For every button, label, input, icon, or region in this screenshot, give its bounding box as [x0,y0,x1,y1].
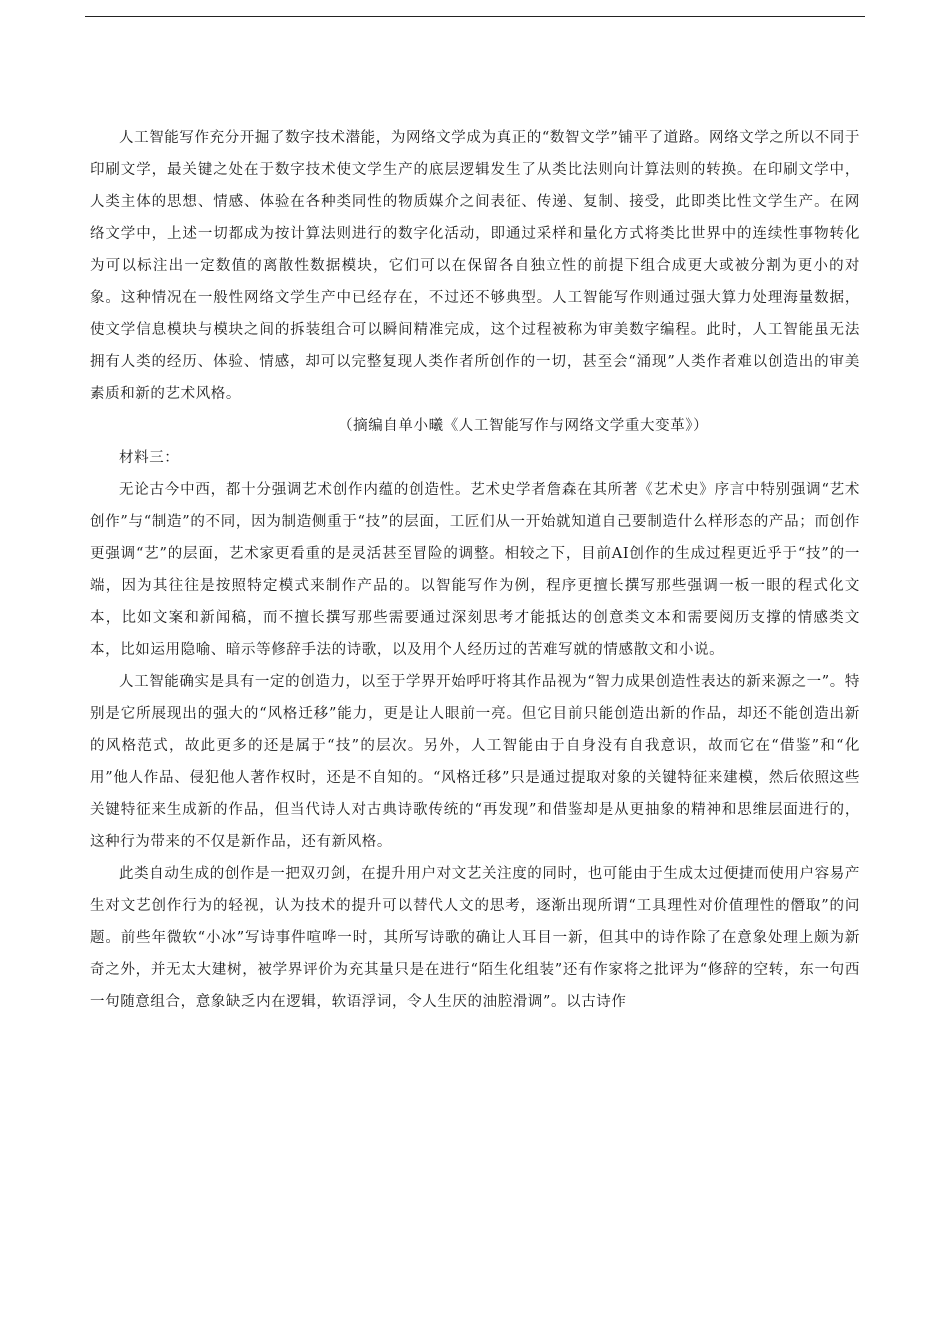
paragraph-creativity: 无论古今中西，都十分强调艺术创作内蕴的创造性。艺术史学者詹森在其所著《艺术史》序言中特别强调“艺术创作”与“制造”的不同，因为制造侧重于“技”的层面，工匠们从一开始就知道自己要制造什么样形态的产品；而创作更强调“艺”的层面，艺术家更看重的是灵活甚至冒险的调整。相较之下，目前AI创作的生成过程更近乎于“技”的一端，因为其往往是按照特定模式来制作产品的。以智能写作为例，程序更擅长撰写那些强调一板一眼的程式化文本，比如文案和新闻稿，而不擅长撰写那些需要通过深刻思考才能抵达的创意类文本和需要阅历支撑的情感类文本，比如运用隐喻、暗示等修辞手法的诗歌，以及用个人经历过的苦难写就的情感散文和小说。 [90,482,860,658]
source-citation: （摘编自单小曦《人工智能写作与网络文学重大变革》） [338,418,709,434]
paragraph-ai-writing: 人工智能写作充分开掘了数字技术潜能，为网络文学成为真正的“数智文学”铺平了道路。网络文学之所以不同于印刷文学，最关键之处在于数字技术使文学生产的底层逻辑发生了从类比法则向计算法则的转换。在印刷文学中，人类主体的思想、情感、体验在各种类同性的物质媒介之间表征、传递、复制、接受，此即类比性文学生产。在网络文学中，上述一切都成为按计算法则进行的数字化活动，即通过采样和量化方式将类比世界中的连续性事物转化为可以标注出一定数值的离散性数据模块，它们可以在保留各自独立性的前提下组合成更大或被分割为更小的对象。这种情况在一般性网络文学生产中已经存在，不过还不够典型。人工智能写作则通过强大算力处理海量数据，使文学信息模块与模块之间的拆装组合可以瞬间精准完成，这个过程被称为审美数字编程。此时，人工智能虽无法拥有人类的经历、体验、情感，却可以完整复现人类作者所创作的一切，甚至会“涌现”人类作者难以创造出的审美素质和新的艺术风格。 [90,130,860,402]
header-rule [85,16,865,17]
paragraph-double-edged-sword: 此类自动生成的创作是一把双刃剑，在提升用户对文艺关注度的同时，也可能由于生成太过便捷而使用户容易产生对文艺创作行为的轻视，认为技术的提升可以替代人文的思考，逐渐出现所谓“工具理性对价值理性的僭取”的问题。前些年微软“小冰”写诗事件喧哗一时，其所写诗歌的确让人耳目一新，但其中的诗作除了在意象处理上颇为新奇之外，并无太大建树，被学界评价为充其量只是在进行“陌生化组装”还有作家将之批评为“修辞的空转，东一句西一句随意组合，意象缺乏内在逻辑，软语浮词，令人生厌的油腔滑调”。以古诗作 [90,866,860,1010]
material-three-heading: 材料三： [119,450,180,466]
document-body [90,122,860,1018]
paragraph-style-transfer: 人工智能确实是具有一定的创造力，以至于学界开始呼吁将其作品视为“智力成果创造性表达的新来源之一”。特别是它所展现出的强大的“风格迁移”能力，更是让人眼前一亮。但它目前只能创造出新的作品，却还不能创造出新的风格范式，故此更多的还是属于“技”的层次。另外，人工智能由于自身没有自我意识，故而它在“借鉴”和“化用”他人作品、侵犯他人著作权时，还是不自知的。“风格迁移”只是通过提取对象的关键特征来建模，然后依照这些关键特征来生成新的作品，但当代诗人对古典诗歌传统的“再发现”和借鉴却是从更抽象的精神和思维层面进行的，这种行为带来的不仅是新作品，还有新风格。 [90,674,860,850]
